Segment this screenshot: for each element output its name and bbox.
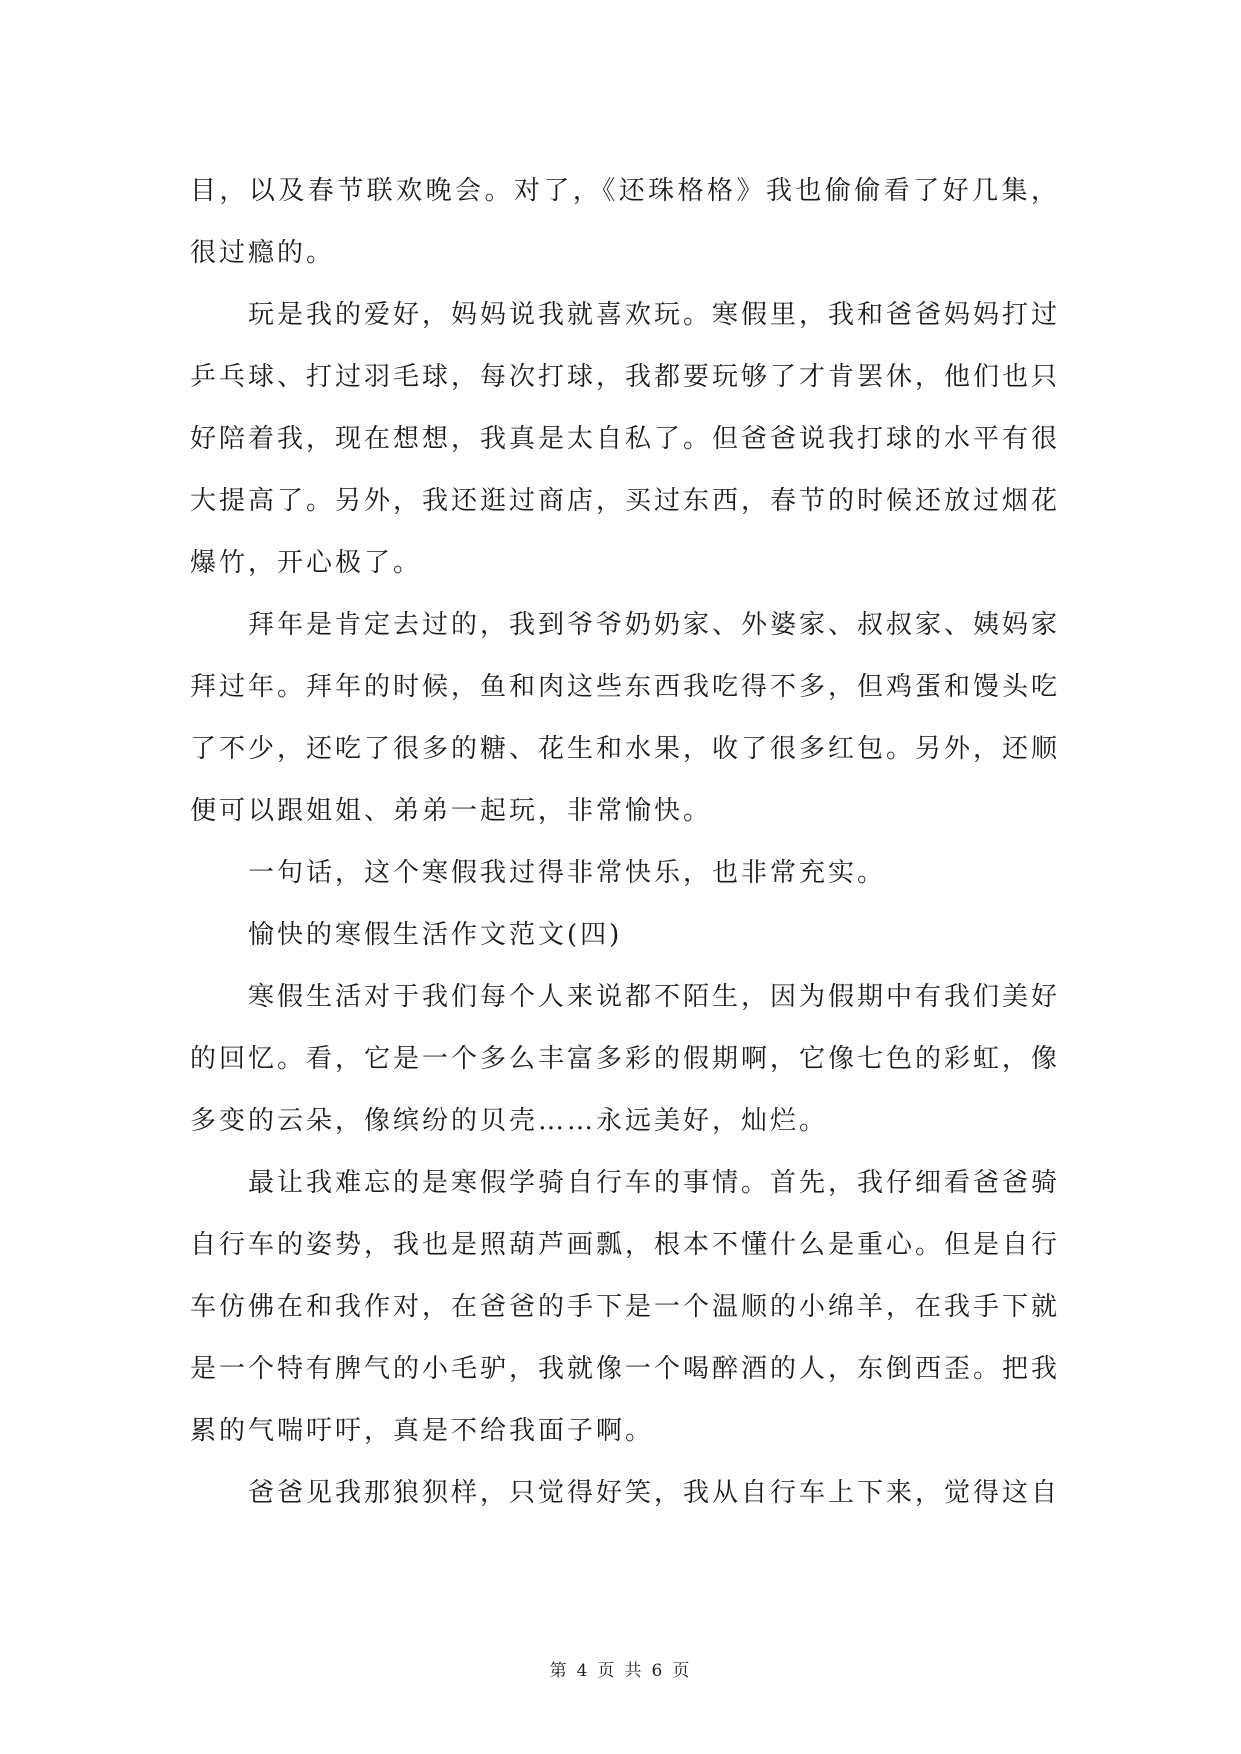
- paragraph-6: 最让我难忘的是寒假学骑自行车的事情。首先，我仔细看爸爸骑自行车的姿势，我也是照葫芦画瓢，根本不懂什么是重心。但是自行车仿佛在和我作对，在爸爸的手下是一个温顺的小绵羊，在我手下就是一个特有脾气的小毛驴，我就像一个喝醉酒的人，东倒西歪。把我累的气喘吁吁，真是不给我面子啊。: [190, 1168, 1061, 1446]
- footer-total-suffix: 页: [672, 1661, 692, 1681]
- document-body: [190, 160, 1060, 1524]
- paragraph-2: 玩是我的爱好，妈妈说我就喜欢玩。寒假里，我和爸爸妈妈打过乒乓球、打过羽毛球，每次打球，我都要玩够了才肯罢休，他们也只好陪着我，现在想想，我真是太自私了。但爸爸说我打球的水平有很大提高了。另外，我还逛过商店，买过东西，春节的时候还放过烟花爆竹，开心极了。: [190, 300, 1061, 578]
- footer-total-prefix: 共: [624, 1661, 644, 1681]
- paragraph-5: 寒假生活对于我们每个人来说都不陌生，因为假期中有我们美好的回忆。看，它是一个多么丰富多彩的假期啊，它像七色的彩虹，像多变的云朵，像缤纷的贝壳……永远美好，灿烂。: [190, 982, 1061, 1136]
- paragraph-4: 一句话，这个寒假我过得非常快乐，也非常充实。: [248, 858, 887, 888]
- footer-prefix: 第: [549, 1661, 569, 1681]
- footer-page-label: 页: [597, 1661, 617, 1681]
- paragraph-7: 爸爸见我那狼狈样，只觉得好笑，我从自行车上下来，觉得这自: [248, 1478, 1061, 1508]
- section-heading: 愉快的寒假生活作文范文(四): [248, 920, 623, 950]
- paragraph-1: 目，以及春节联欢晚会。对了，《还珠格格》我也偷偷看了好几集，很过瘾的。: [190, 176, 1060, 268]
- footer-current-page: 4: [576, 1661, 590, 1681]
- page-footer: [0, 1656, 1241, 1681]
- footer-total-pages: 6: [651, 1661, 665, 1681]
- paragraph-3: 拜年是肯定去过的，我到爷爷奶奶家、外婆家、叔叔家、姨妈家拜过年。拜年的时候，鱼和肉这些东西我吃得不多，但鸡蛋和馒头吃了不少，还吃了很多的糖、花生和水果，收了很多红包。另外，还顺便可以跟姐姐、弟弟一起玩，非常愉快。: [190, 610, 1061, 826]
